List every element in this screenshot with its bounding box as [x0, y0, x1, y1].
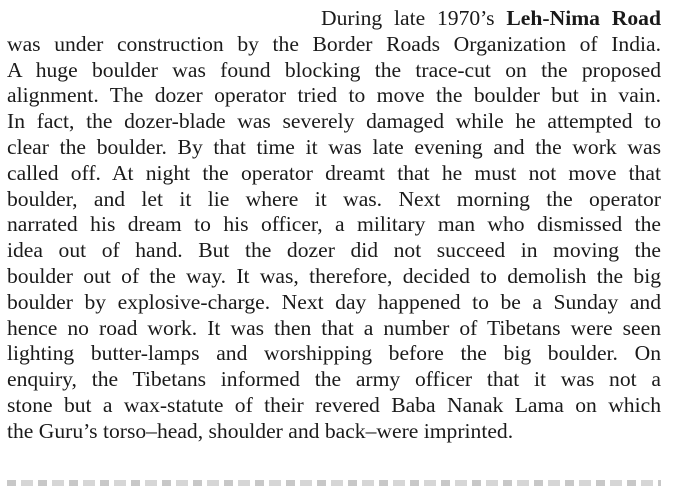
paragraph-line: idea out of hand. But the dozer did not succeed in moving the: [7, 238, 661, 263]
paragraph-intro: During late 1970’s: [321, 6, 507, 30]
paragraph-line: A huge boulder was found blocking the trace-cut on the proposed: [7, 57, 661, 82]
paragraph-line: was under construction by the Border Roads Organization of India.: [7, 31, 661, 56]
paragraph-line: enquiry, the Tibetans informed the army officer that it was not a: [7, 367, 661, 392]
road-name: Leh-Nima Road: [506, 6, 661, 30]
cropped-next-line-remnant: [7, 476, 661, 486]
paragraph-line: lighting butter-lamps and worshipping before the big boulder. On: [7, 341, 661, 366]
document-paragraph: [7, 6, 661, 445]
paragraph-line: In fact, the dozer-blade was severely damaged while he attempted to: [7, 109, 661, 134]
paragraph-line: hence no road work. It was then that a number of Tibetans were seen: [7, 315, 661, 340]
paragraph-line: stone but a wax-statute of their revered Baba Nanak Lama on which: [7, 392, 661, 417]
cropped-text-strip: [7, 480, 661, 486]
paragraph-line: clear the boulder. By that time it was late evening and the work was: [7, 134, 661, 159]
paragraph-last-line: the Guru’s torso–head, shoulder and back–were imprinted.: [7, 418, 514, 443]
paragraph-first-line: [7, 6, 661, 32]
paragraph-line: alignment. The dozer operator tried to move the boulder but in vain.: [7, 83, 661, 108]
paragraph-line: boulder out of the way. It was, therefore, decided to demolish the big: [7, 263, 661, 288]
paragraph-line: boulder by explosive-charge. Next day happened to be a Sunday and: [7, 289, 661, 314]
paragraph-line: called off. At night the operator dreamt that he must not move that: [7, 160, 661, 185]
paragraph-line: boulder, and let it lie where it was. Next morning the operator: [7, 186, 661, 211]
paragraph-line: narrated his dream to his officer, a military man who dismissed the: [7, 212, 661, 237]
